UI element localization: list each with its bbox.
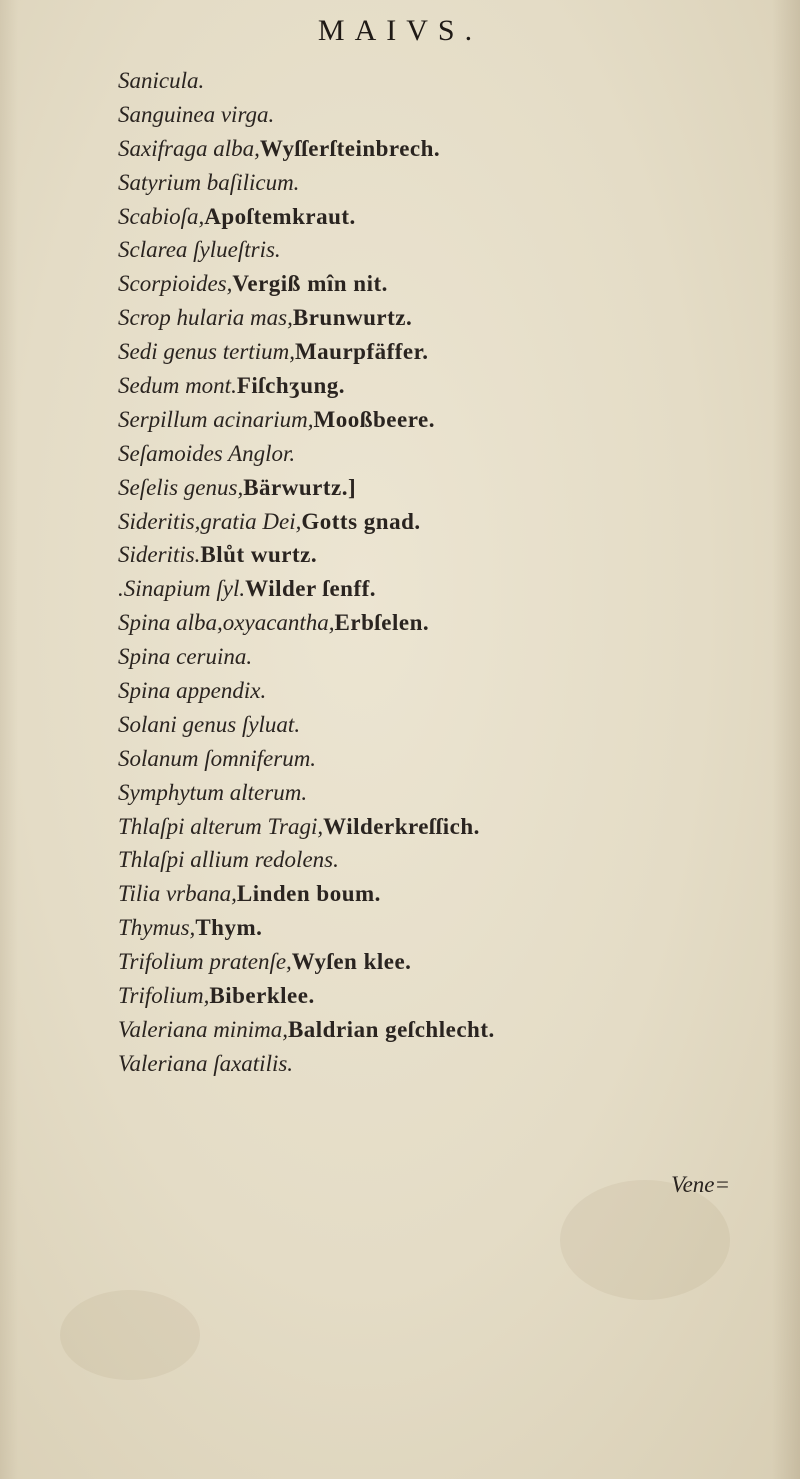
latin-name: Scorpioides, — [118, 271, 233, 297]
plant-entry — [118, 505, 758, 539]
plant-entry — [118, 98, 758, 132]
catchword: Vene= — [671, 1172, 730, 1197]
german-name: Fiſchʒung. — [236, 373, 346, 399]
plant-entry — [118, 572, 758, 606]
german-name: Wyſſerſteinbrech. — [259, 135, 441, 161]
plant-entry — [118, 1047, 758, 1081]
latin-name: Sideritis,gratia Dei, — [118, 508, 302, 534]
plant-entry — [118, 267, 758, 301]
latin-name: Sedi genus tertium, — [118, 339, 295, 365]
latin-name: Spina appendix. — [118, 678, 267, 704]
german-name: Blůt wurtz. — [200, 542, 318, 568]
plant-entry — [118, 979, 758, 1013]
latin-name: Seſamoides Anglor. — [118, 440, 296, 466]
running-head: MAIVS. — [317, 14, 483, 47]
plant-entry — [118, 776, 758, 810]
german-name: Erbſelen. — [334, 610, 430, 636]
german-name: Apoſtemkraut. — [204, 203, 356, 229]
latin-name: Spina ceruina. — [118, 644, 253, 670]
latin-name: Valeriana minima, — [118, 1016, 288, 1042]
plant-entry — [118, 200, 758, 234]
german-name: Maurpfäffer. — [294, 339, 429, 365]
german-name: Wilderkreſſich. — [323, 813, 480, 839]
plant-entry — [118, 640, 758, 674]
german-name: Wilder ſenff. — [245, 576, 377, 602]
latin-name: Tilia vrbana, — [118, 881, 237, 907]
german-name: Bärwurtz.] — [243, 474, 357, 500]
plant-entry — [118, 335, 758, 369]
plant-entry — [118, 471, 758, 505]
latin-name: Trifolium, — [118, 983, 210, 1009]
latin-name: Sanicula. — [118, 68, 205, 93]
latin-name: Thlaſpi alterum Tragi, — [118, 813, 324, 839]
latin-name: Serpillum acinarium, — [118, 406, 314, 432]
plant-entry — [118, 166, 758, 200]
german-name: Biberklee. — [209, 983, 315, 1009]
plant-entry — [118, 437, 758, 471]
plant-entry — [118, 877, 758, 911]
plant-entry — [118, 64, 758, 98]
latin-name: Saxifraga alba, — [118, 135, 260, 161]
page-edge-shadow-left — [0, 0, 18, 1479]
german-name: Linden boum. — [236, 881, 381, 907]
latin-name: Sanguinea virga. — [118, 101, 275, 127]
plant-entry — [118, 843, 758, 877]
latin-name: Spina alba,oxyacantha, — [118, 610, 335, 636]
latin-name: Sclarea ſylueſtris. — [118, 237, 281, 263]
plant-entry — [118, 674, 758, 708]
latin-name: Thymus, — [118, 915, 196, 941]
latin-name: Sideritis. — [118, 542, 201, 568]
plant-entry — [118, 1013, 758, 1047]
german-name: Thym. — [195, 915, 263, 941]
plant-entry — [118, 233, 758, 267]
german-name: Vergiß mîn nit. — [232, 271, 388, 297]
plant-entry — [118, 369, 758, 403]
paper-stain — [560, 1180, 730, 1300]
plant-entry — [118, 945, 758, 979]
latin-name: Symphytum alterum. — [118, 779, 308, 805]
german-name: Brunwurtz. — [292, 305, 413, 331]
latin-name: .Sinapium ſyl. — [118, 576, 246, 602]
plant-entry — [118, 606, 758, 640]
plant-entry — [118, 708, 758, 742]
plant-entry — [118, 911, 758, 945]
latin-name: Solanum ſomniferum. — [118, 745, 317, 771]
plant-entry — [118, 301, 758, 335]
latin-name: Scrop hularia mas, — [118, 305, 293, 331]
page-edge-shadow-right — [772, 0, 800, 1479]
latin-name: Trifolium pratenſe, — [118, 949, 292, 975]
german-name: Baldrian geſchlecht. — [287, 1016, 495, 1042]
latin-name: Thlaſpi allium redolens. — [118, 847, 339, 873]
latin-name: Solani genus ſyluat. — [118, 711, 301, 737]
german-name: Gotts gnad. — [301, 508, 421, 534]
german-name: Mooßbeere. — [313, 406, 435, 432]
plant-entry — [118, 742, 758, 776]
latin-name: Valeriana ſaxatilis. — [118, 1050, 294, 1076]
plant-entry — [118, 403, 758, 437]
latin-name: Sedum mont. — [118, 373, 237, 399]
german-name: Wyſen klee. — [291, 949, 412, 975]
plant-entry — [118, 132, 758, 166]
paper-stain — [60, 1290, 200, 1380]
latin-name: Scabioſa, — [118, 203, 205, 229]
latin-name: Seſelis genus, — [118, 474, 244, 500]
plant-entry — [118, 810, 758, 844]
latin-name: Satyrium baſilicum. — [118, 169, 300, 195]
plant-name-list — [118, 64, 758, 1081]
plant-entry — [118, 538, 758, 572]
